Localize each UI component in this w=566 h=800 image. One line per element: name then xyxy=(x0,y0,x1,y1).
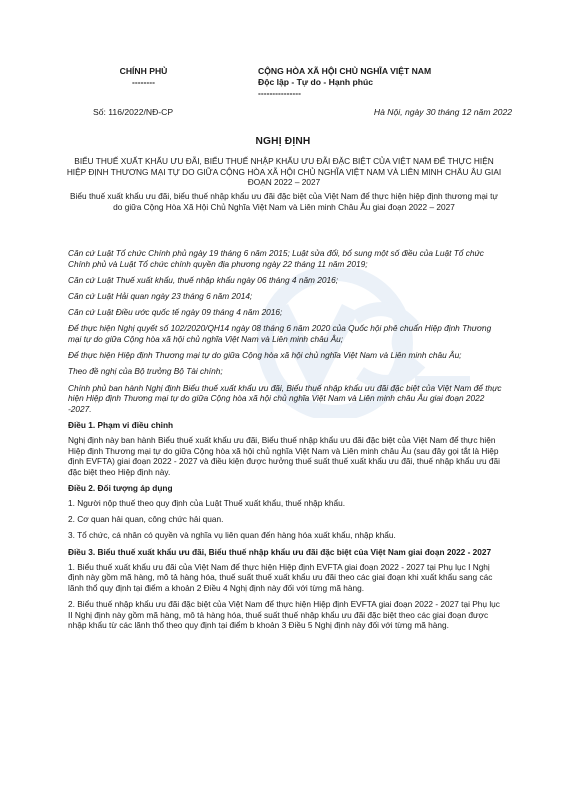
document-subtitle: BIỂU THUẾ XUẤT KHẨU ƯU ĐÃI, BIỂU THUẾ NHẬP KHẨU ƯU ĐÃI ĐẶC BIỆT CỦA VIỆT NAM ĐỂ THỰC HIỆN HIỆP ĐỊNH THƯƠNG MẠI TỰ DO GIỮA CỘNG HÒA XÃ HỘI CHỦ NGHĨA VIỆT NAM VÀ LIÊN MINH CHÂU ÂU GIAI ĐOẠN 2022 – 2027 xyxy=(66,156,502,188)
document-intro: Biểu thuế xuất khẩu ưu đãi, biểu thuế nhập khẩu ưu đãi đặc biệt của Việt Nam để thực hiện hiệp định thương mại tự do giữa Cộng Hòa Xã Hội Chủ Nghĩa Việt Nam và Liên minh Châu Âu giai đoạn 2022 – 2027 xyxy=(70,191,498,212)
motto-rule: --------------- xyxy=(258,88,301,98)
issuer-name: CHÍNH PHỦ xyxy=(119,66,168,76)
legal-basis: Căn cứ Luật Tổ chức Chính phủ ngày 19 tháng 6 năm 2015; Luật sửa đổi, bổ sung một số điều của Luật Tổ chức Chính phủ và Luật Tổ chức chính quyền địa phương ngày 22 tháng 11 năm 2019; xyxy=(68,248,484,269)
country-name: CỘNG HÒA XÃ HỘI CHỦ NGHĨA VIỆT NAM xyxy=(258,66,432,76)
legal-basis: Căn cứ Luật Thuế xuất khẩu, thuế nhập khẩu ngày 06 tháng 4 năm 2016; xyxy=(68,274,339,285)
article-1-heading: Điều 1. Phạm vi điều chỉnh xyxy=(68,419,174,430)
article-2-item: 1. Người nộp thuế theo quy định của Luật Thuế xuất khẩu, thuế nhập khẩu. xyxy=(68,498,346,509)
article-3-item: 2. Biểu thuế nhập khẩu ưu đãi đặc biệt của Việt Nam để thực hiện Hiệp định EVFTA giai đoạn 2022 - 2027 tại Phụ lục II Nghị định này gồm mã hàng, mô tả hàng hóa, thuế suất thuế nhập khẩu ưu đãi đặc biệt theo các giai đoạn được nhập khẩu từ các lãnh thổ theo quy định tại điểm b khoản 3 Điều 5 Nghị định này đối với từng mã hàng. xyxy=(68,599,500,631)
document-title: NGHỊ ĐỊNH xyxy=(255,136,311,147)
national-motto-block xyxy=(258,66,518,99)
document-header xyxy=(0,66,566,126)
motto: Độc lập - Tự do - Hạnh phúc xyxy=(258,77,374,87)
legal-basis: Căn cứ Luật Hải quan ngày 23 tháng 6 năm 2014; xyxy=(68,290,253,301)
document-date: Hà Nội, ngày 30 tháng 12 năm 2022 xyxy=(373,107,512,117)
legal-basis: Chính phủ ban hành Nghị định Biểu thuế xuất khẩu ưu đãi, Biểu thuế nhập khẩu ưu đãi đặc biệt của Việt Nam để thực hiện Hiệp định Thương mại tự do giữa Cộng hòa xã hội chủ nghĩa Việt Nam và Liên minh châu Âu giai đoạn 2022 -2027. xyxy=(68,382,502,414)
article-1-text: Nghị định này ban hành Biểu thuế xuất khẩu ưu đãi, Biểu thuế nhập khẩu ưu đãi đặc biệt của Việt Nam để thực hiện Hiệp định Thương mại tự do giữa Cộng hòa xã hội chủ nghĩa Việt Nam và Liên minh châu Âu (sau đây gọi tắt là Hiệp định EVFTA) giai đoạn 2022 - 2027 và điều kiện được hưởng thuế suất thuế xuất khẩu ưu đãi, thuế nhập khẩu ưu đãi đặc biệt theo Hiệp định này. xyxy=(68,434,500,477)
issuer-block xyxy=(86,66,201,88)
article-2-item: 3. Tổ chức, cá nhân có quyền và nghĩa vụ liên quan đến hàng hóa xuất khẩu, nhập khẩu. xyxy=(68,530,396,541)
legal-basis: Căn cứ Luật Điều ước quốc tế ngày 09 tháng 4 năm 2016; xyxy=(68,307,283,318)
document-number: Số: 116/2022/NĐ-CP xyxy=(93,107,174,117)
legal-basis: Theo đề nghị của Bộ trưởng Bộ Tài chính; xyxy=(68,366,223,377)
article-3-item: 1. Biểu thuế xuất khẩu ưu đãi của Việt Nam để thực hiện Hiệp định EVFTA giai đoạn 2022 - 2027 tại Phụ lục I Nghị định này gồm mã hàng, mô tả hàng hóa, thuế suất thuế xuất khẩu ưu đãi theo các giai đoạn khi xuất khẩu sang các lãnh thổ quy định tại điểm a khoản 2 Điều 4 Nghị định này đối với từng mã hàng. xyxy=(68,561,493,593)
issuer-rule: -------- xyxy=(132,77,155,87)
article-2-heading: Điều 2. Đối tượng áp dụng xyxy=(68,482,173,493)
document-body xyxy=(68,248,502,636)
legal-basis: Để thực hiện Nghị quyết số 102/2020/QH14 ngày 08 tháng 6 năm 2020 của Quốc hội phê chuẩn Hiệp định Thương mại tự do giữa Cộng hòa xã hội chủ nghĩa Việt Nam và Liên minh châu Âu; xyxy=(68,323,492,344)
article-2-item: 2. Cơ quan hải quan, công chức hải quan. xyxy=(68,514,224,525)
legal-basis: Để thực hiện Hiệp định Thương mại tự do giữa Cộng hòa xã hội chủ nghĩa Việt Nam và Liên minh châu Âu; xyxy=(68,350,462,361)
article-3-heading: Điều 3. Biểu thuế xuất khẩu ưu đãi, Biểu thuế nhập khẩu ưu đãi đặc biệt của Việt Nam giai đoạn 2022 - 2027 xyxy=(68,546,492,557)
